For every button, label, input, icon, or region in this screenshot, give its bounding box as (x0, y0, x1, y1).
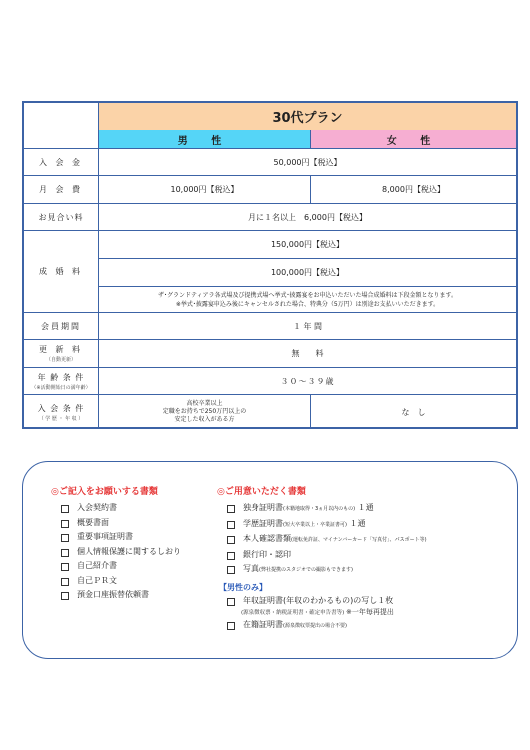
prepare-docs-column (217, 484, 427, 634)
period-value: １ 年 間 (292, 321, 323, 331)
item-note: (運転免許証、マイナンバーカード「写真付」、パスポート等) (291, 537, 427, 543)
monthly-male: 10,000円【税込】 (99, 176, 311, 203)
admission-label: 入 会 金 (24, 149, 99, 175)
list-item (51, 559, 181, 574)
item-label: 重要事項証明書 (77, 532, 133, 541)
age-value: ３０～３９歳 (280, 376, 335, 386)
renewal-label-cell (24, 340, 99, 367)
condition-male-1: 高校卒業以上 (186, 400, 223, 407)
fill-docs-heading: ◎ご記入をお願いする書類 (51, 487, 158, 497)
checkbox-icon (227, 521, 235, 529)
item-label: 本人確認書類 (243, 534, 291, 543)
item-label: 在籍証明書 (243, 620, 283, 629)
row-age (24, 367, 516, 394)
item-label: 概要書面 (77, 517, 109, 527)
item-label: 預金口座振替依頼書 (77, 590, 149, 599)
checkbox-icon (227, 536, 235, 544)
prepare-docs-list (217, 501, 427, 578)
item-note: (源泉徴収票提出の場合不要) (283, 623, 347, 629)
renewal-value: 無 料 (291, 349, 324, 358)
checkbox-icon (61, 578, 69, 586)
admission-value: 50,000円【税込】 (273, 157, 342, 167)
list-item (51, 545, 181, 560)
condition-male-3: 安定した収入がある方 (174, 416, 235, 423)
item-count: １通 (357, 503, 374, 512)
checkbox-icon (227, 622, 235, 630)
income-note (241, 608, 427, 618)
condition-female: な し (401, 407, 426, 417)
omiai-value: 月に１名以上 6,000円【税込】 (248, 212, 367, 222)
monthly-female: 8,000円【税込】 (382, 185, 445, 194)
checkbox-icon (61, 534, 69, 542)
fill-docs-list (51, 501, 181, 603)
plan-table (22, 101, 518, 429)
table-corner (24, 103, 99, 148)
renewal-sub: （自動更新） (45, 357, 76, 363)
age-label: 年 齢 条 件 (37, 372, 85, 382)
item-label: 年収証明書(年収のわかるもの)の写し１枚 (243, 595, 394, 605)
marriage-label: 成 婚 料 (24, 231, 99, 312)
marriage-notes (99, 286, 516, 313)
age-sub: （※活動開始日の満年齢） (31, 384, 91, 391)
item-count: １通 (349, 518, 366, 528)
checkbox-icon (61, 505, 69, 513)
item-note: (弊社提携のスタジオでの撮影もできます) (259, 567, 353, 573)
item-label: 写真 (243, 564, 259, 573)
row-omiai (24, 203, 516, 230)
age-label-cell (24, 368, 99, 394)
marriage-note-1: ザ･グランドティアラ各式場及び提携式場へ挙式･披露宴をお申込いただいた場合成婚料は下段金額となります。 (157, 291, 458, 299)
item-label: 個人情報保護に関するしおり (77, 546, 181, 556)
marriage-note-2: ※挙式･披露宴申込み後にキャンセルされた場合、特典分（5万円）は別途お支払いいただきます。 (175, 300, 440, 308)
checkbox-icon (61, 563, 69, 571)
income-note-text: (源泉徴収票・納税証明書・確定申告書等) (241, 610, 345, 616)
row-marriage (24, 230, 516, 312)
item-label: 入会契約書 (77, 503, 117, 512)
row-monthly (24, 175, 516, 203)
condition-label: 入 会 条 件 (37, 403, 85, 413)
checkbox-icon (227, 505, 235, 513)
item-label: 自己ＰＲ文 (77, 575, 117, 585)
checkbox-icon (61, 520, 69, 528)
item-label: 自己紹介書 (77, 561, 117, 570)
prepare-docs-heading: ◎ご用意いただく書類 (217, 487, 306, 497)
item-label: 学歴証明書 (243, 518, 283, 528)
male-docs-list-2 (217, 618, 427, 634)
item-label: 銀行印・認印 (243, 549, 291, 559)
row-condition (24, 394, 516, 429)
renewal-label: 更 新 料 (38, 345, 84, 354)
omiai-label: お見合い料 (24, 204, 99, 230)
condition-male-2: 定職をお持ちで250万円以上の (162, 408, 247, 415)
item-note: (短大卒業以上・卒業証書可) (283, 521, 347, 528)
list-item (51, 574, 181, 589)
documents-box (22, 461, 518, 659)
item-note: (本籍地取得・3ヵ月以内のもの) (283, 506, 356, 512)
plan-title: 30代プラン (99, 103, 516, 130)
condition-sub: （ 学 歴 ・ 年 収 ） (38, 415, 84, 422)
male-header: 男 性 (99, 130, 311, 148)
list-item (217, 618, 427, 634)
list-item (217, 594, 427, 609)
list-item (51, 588, 181, 603)
list-item (217, 517, 427, 533)
male-docs-list (217, 594, 427, 609)
condition-male (99, 395, 311, 429)
checkbox-icon (227, 552, 235, 560)
checkbox-icon (227, 598, 235, 606)
row-period (24, 312, 516, 339)
checkbox-icon (61, 592, 69, 600)
female-header: 女 性 (311, 130, 516, 148)
list-item (51, 501, 181, 516)
list-item (51, 516, 181, 531)
item-label: 独身証明書 (243, 503, 283, 512)
period-label: 会員期間 (24, 313, 99, 339)
monthly-label: 月 会 費 (24, 176, 99, 203)
income-resubmit: ※一年毎再提出 (346, 608, 394, 616)
male-only-heading: 【男性のみ】 (219, 582, 267, 592)
list-item (51, 530, 181, 545)
list-item (217, 532, 427, 548)
marriage-value-2: 100,000円【税込】 (270, 267, 345, 277)
checkbox-icon (227, 566, 235, 574)
marriage-value-1: 150,000円【税込】 (270, 240, 345, 249)
fill-docs-column (51, 484, 181, 603)
row-renewal (24, 339, 516, 367)
checkbox-icon (61, 549, 69, 557)
row-admission (24, 148, 516, 175)
list-item (217, 562, 427, 578)
list-item (217, 501, 427, 517)
list-item (217, 548, 427, 563)
condition-label-cell (24, 395, 99, 429)
